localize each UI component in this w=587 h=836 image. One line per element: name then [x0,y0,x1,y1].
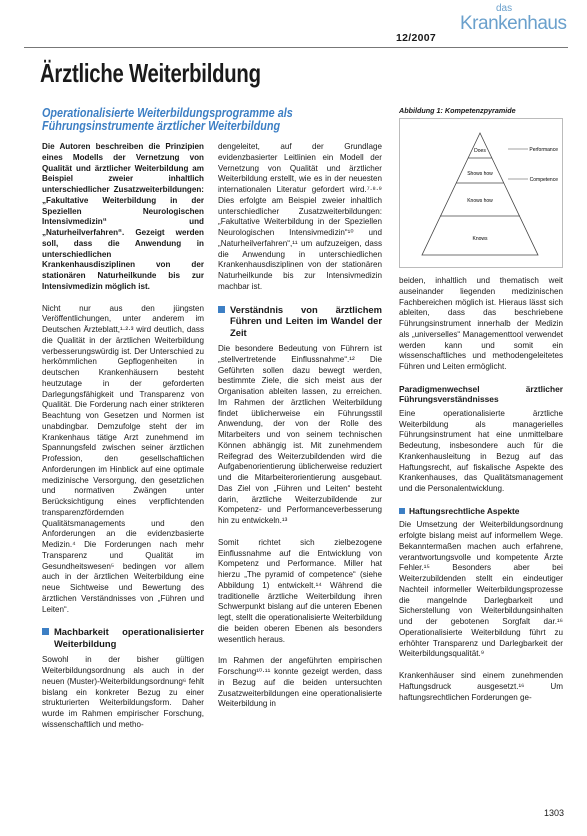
square-bullet-icon [218,306,225,313]
section-heading [42,626,204,649]
paragraph: Krankenhäuser sind einem zunehmenden Haftungsdruck ausgesetzt.¹⁶ Um haftungsrechtlichen Forderungen ge- [399,671,563,702]
pyramid-level-knows-how: Knows how [467,198,493,204]
paragraph: beiden, inhaltlich und thematisch weit auseinander liegenden medizinischen Fachbereichen möglich ist. Hieraus lässt sich ableiten, dass das beschriebene Führungsinstrument innerhalb der Medizin als „universelles“ Managementtool verwendet werden kann und somit ein wissenschaftliches und methodengeleitetes Führen und Leiten ermöglicht. [399,276,563,371]
magazine-logo-small: das [496,3,513,14]
section-heading-text: Machbarkeit operationalisierter Weiterbildung [54,626,204,649]
section-heading-text: Verständnis von ärztlichem Führen und Leiten im Wandel der Zeit [230,303,382,338]
subsection-heading [399,506,563,517]
paragraph: Eine operationalisierte ärztliche Weiterbildung als managerielles Führungsinstrument hat eine unmittelbare Bedeutung, insbesondere auch für die Krankenhausleitung in Bezug auf das Haftungsrecht, auf fiskalische Aspekte des Krankenhauses, das Qualitätsmanagement und die Personalentwicklung. [399,408,563,493]
subsection-heading-text: Haftungsrechtliche Aspekte [409,505,520,516]
magazine-logo [460,4,566,33]
paragraph: Im Rahmen der angeführten empirischen Forschung¹⁰·¹¹ konnte gezeigt werden, dass in Bezug auf die beiden untersuchten Zusatzweiterbildungen eine operationalisierte Weiterbildung in [218,656,382,709]
pyramid-level-knows: Knows [472,236,488,242]
figure-caption: Abbildung 1: Kompetenzpyramide [399,106,516,115]
pyramid-level-shows-how: Shows how [467,171,493,177]
header-rule [24,47,568,48]
competence-pyramid [400,119,562,267]
square-bullet-icon [399,508,405,514]
pyramid-level-does: Does [474,148,486,154]
side-label-competence: Competence [529,177,558,183]
paragraph: Nicht nur aus den jüngsten Veröffentlichungen, unter anderem im Deutschen Ärzteblatt,¹·²·³ wird deutlich, dass die Qualität in der ärztlichen Weiterbildung verbesserungswürdig ist. Der Unterschied zu herkömmlichen Gepflogenheiten in deutschen Krankenhäusern besteht heutzutage in der geforderten Darlegungsfähigkeit und Transparenz von Qualität. Die Forderung nach einer strikteren Beachtung von Gesetzen und Normen ist unabdingbar. Demzufolge steht der im Krankenhaus tätige Arzt zunehmend im Spannungsfeld zwischen seiner ärztlichen Profession, den gesellschaftlichen Anforderungen im Hinblick auf eine optimale medizinische Versorgung, den gesetzlichen und normativen Zwängen unter Berücksichtigung eines verpflichtenden transparenzfördernden Qualitätsmanagements und den Anforderungen an die evidenzbasierte Medizin.⁴ Die Forderungen nach mehr Transparenz und Qualität im Gesundheitswesen⁵ bedingen vor allem auch in der ärztlichen Weiterbildung eine neue Sichtweise und Bewertung des ärztlichen Verständnisses von „Führen und Leiten“. [42,303,204,614]
square-bullet-icon [42,628,49,635]
figure-frame [399,118,563,268]
paragraph: Sowohl in der bisher gültigen Weiterbildungsordnung als auch in der neuen (Muster)-Weiterbildungsordnung⁶ fehlt bislang ein konkreter Bezug zu einer strukturierten Weiterbildungsform. Daher wurde im Rahmen empirischer Forschung, wissenschaftlich und metho- [42,655,204,729]
lead-paragraph: Die Autoren beschreiben die Prinzipien eines Modells der Vernetzung von Qualität und ärztlicher Weiterbildung am Beispiel zweier inhaltlich unterschiedlicher Zusatzweiterbildungen: „Fakultative Weiterbildung in der Speziellen Neurologischen Intensivmedizin“ und „Naturheilverfahren“. Gezeigt werden soll, dass die Anwendung in unterschiedlichen Krankenhausdisziplinen von der stationären Naturheilkunde bis zur Intensivmedizin möglich ist. [42,142,204,291]
paragraph: Somit richtet sich zielbezogene Einflussnahme auf die Entwicklung von Kompetenz und Performance. Miller hat hierzu „The pyramid of competence“ (siehe Abbildung 1) entwickelt.¹⁴ Während die traditionelle ärztliche Weiterbildung ihren Schwerpunkt bislang auf die unteren Ebenen legt, stellt die operationalisierte Weiterbildung die beiden oberen Ebenen als besonders wesentlich heraus. [218,537,382,644]
text-column-1 [42,142,204,742]
paragraph: Die besondere Bedeutung von Führern ist „stellvertretende Einflussnahme“.¹² Die Geführten sollen dazu bewegt werden, bestimmte Ziele, die sich meist aus der Organisation ableiten lassen, zu erreichen. Im Rahmen der ärztlichen Weiterbildung findet üblicherweise ein Führungsstil Anwendung, der von der Rolle des Mitarbeiters und von seinem technischen Können abhängig ist. Mit zunehmendem Reifegrad des Weiterzubildenden wird die Aufgabenorientierung üblicherweise reduziert und die Mitarbeiterorientierung ausgebaut. Das Ziel von „Führen und Leiten“ besteht darin, ärztliche Weiterzubildende zur Kompetenz- und Performanceverbesserung hin zu entwickeln.¹³ [218,344,382,525]
text-column-2 [218,142,382,721]
side-label-performance: Performance [529,147,558,153]
magazine-logo-big: Krankenhaus [460,13,567,34]
section-heading [218,304,382,339]
issue-number: 12/2007 [396,32,437,44]
article-title: Operationalisierte Weiterbildungsprogramme als Führungsinstrumente ärztlicher Weiterbildung [42,106,293,133]
paragraph: dengeleitet, auf der Grundlage evidenzbasierter Leitlinien ein Modell der Vernetzung von Qualität und ärztlicher Weiterbildung erstellt, wie es in der neuesten internationalen Literatur gefordert wird.⁷·⁸·⁹ Dies erfolgte am Beispiel zweier inhaltlich unterschiedlicher Zusatzweiterbildungen: „Fakultative Weiterbildung in der Speziellen Neurologischen Intensivmedizin“¹⁰ und „Naturheilverfahren“,¹¹ um aufzuzeigen, dass die Anwendung in unterschiedlichen Krankenhausdisziplinen von der stationären Naturheilkunde bis zur Intensivmedizin machbar ist. [218,142,382,291]
page-number: 1303 [544,808,565,818]
subsection-heading [399,384,563,405]
paragraph: Die Umsetzung der Weiterbildungsordnung erfolgte bislang meist auf informellem Wege. Bekanntermaßen machen auch erfahrene, verantwortungsvolle und kompetente Ärzte Fehler.¹⁵ Besonders aber bei Weiterzubildenden stellt ein eindeutiger Nachteil informeller Weiterbildungsprozesse die mangelnde Darlegbarkeit und Sicherstellung von Weiterbildungsinhalten und der gebotenen Sorgfalt dar.¹⁶ Operationalisierte Weiterbildung führt zu erhöhter Transparenz und Darlegbarkeit der Weiterbildungsqualität.⁹ [399,520,563,659]
text-column-3 [399,276,563,714]
page-title: Ärztliche Weiterbildung [40,58,261,88]
subsection-heading-text: Paradigmenwechsel ärztlicher Führungsverständnisses [399,383,563,405]
